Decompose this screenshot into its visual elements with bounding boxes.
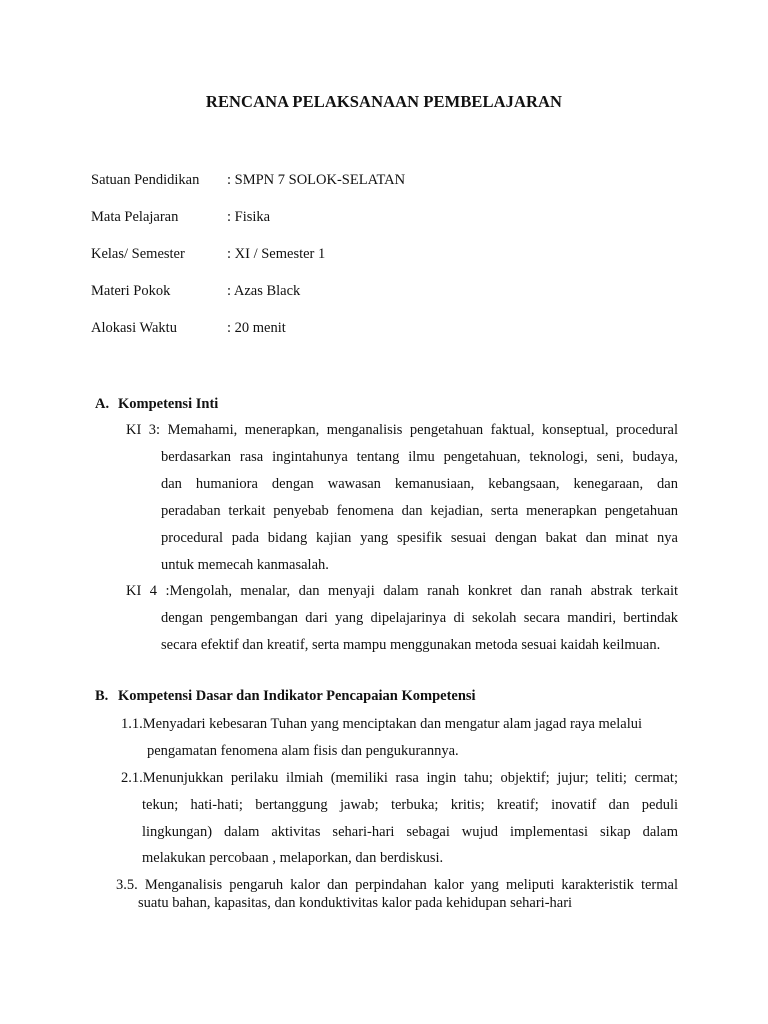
kd11-line: 1.1.Menyadari kebesaran Tuhan yang menciptakan dan mengatur alam jagad raya melalui bbox=[121, 716, 643, 732]
ki3-line: peradaban terkait penyebab fenomena dan kejadian, serta menerapkan pengetahuan bbox=[161, 503, 678, 519]
meta-value: : SMPN 7 SOLOK-SELATAN bbox=[227, 172, 406, 188]
meta-label: Kelas/ Semester bbox=[91, 246, 185, 262]
page-title: RENCANA PELAKSANAAN PEMBELAJARAN bbox=[205, 92, 563, 111]
meta-label: Alokasi Waktu bbox=[91, 320, 177, 336]
meta-value: : 20 menit bbox=[227, 320, 286, 336]
ki4-line: dengan pengembangan dari yang dipelajarinya di sekolah secara mandiri, bertindak bbox=[161, 610, 678, 626]
kd21-line: tekun; hati-hati; bertanggung jawab; terbuka; kritis; kreatif; inovatif dan peduli bbox=[142, 797, 678, 813]
meta-label: Mata Pelajaran bbox=[91, 209, 179, 225]
meta-value: : Fisika bbox=[227, 209, 271, 225]
section-letter: B. bbox=[95, 688, 109, 704]
ki3-line: KI 3: Memahami, menerapkan, menganalisis pengetahuan faktual, konseptual, procedural bbox=[126, 422, 678, 438]
kd21-line: melakukan percobaan , melaporkan, dan berdiskusi. bbox=[142, 850, 444, 866]
kd35-line: 3.5. Menganalisis pengaruh kalor dan perpindahan kalor yang meliputi karakteristik termal bbox=[116, 877, 678, 893]
ki4-line: secara efektif dan kreatif, serta mampu menggunakan metoda sesuai kaidah keilmuan. bbox=[161, 637, 661, 653]
meta-label: Materi Pokok bbox=[91, 283, 171, 299]
ki4-line: KI 4 :Mengolah, menalar, dan menyaji dalam ranah konkret dan ranah abstrak terkait bbox=[126, 583, 678, 599]
section-heading-text: Kompetensi Dasar dan Indikator Pencapaian Kompetensi bbox=[118, 688, 476, 704]
section-b-heading bbox=[95, 686, 476, 706]
meta-value: : Azas Black bbox=[227, 283, 301, 299]
section-a-heading bbox=[95, 394, 218, 414]
kd35-line: suatu bahan, kapasitas, dan konduktivitas kalor pada kehidupan sehari-hari bbox=[138, 895, 573, 911]
meta-value: : XI / Semester 1 bbox=[227, 246, 326, 262]
ki3-line: berdasarkan rasa ingintahunya tentang ilmu pengetahuan, teknologi, seni, budaya, bbox=[161, 449, 678, 465]
ki3-line: dan humaniora dengan wawasan kemanusiaan, kebangsaan, kenegaraan, dan bbox=[161, 476, 678, 492]
kd11-line: pengamatan fenomena alam fisis dan pengukurannya. bbox=[147, 743, 459, 759]
meta-label: Satuan Pendidikan bbox=[91, 172, 200, 188]
kd21-line: 2.1.Menunjukkan perilaku ilmiah (memiliki rasa ingin tahu; objektif; jujur; teliti; cermat; bbox=[121, 770, 678, 786]
section-letter: A. bbox=[95, 396, 110, 412]
section-heading-text: Kompetensi Inti bbox=[118, 396, 219, 412]
ki3-line: untuk memecah kanmasalah. bbox=[161, 557, 329, 573]
ki3-line: procedural pada bidang kajian yang spesifik sesuai dengan bakat dan minat nya bbox=[161, 530, 678, 546]
kd21-line: lingkungan) dalam aktivitas sehari-hari sebagai wujud implementasi sikap dalam bbox=[142, 824, 678, 840]
